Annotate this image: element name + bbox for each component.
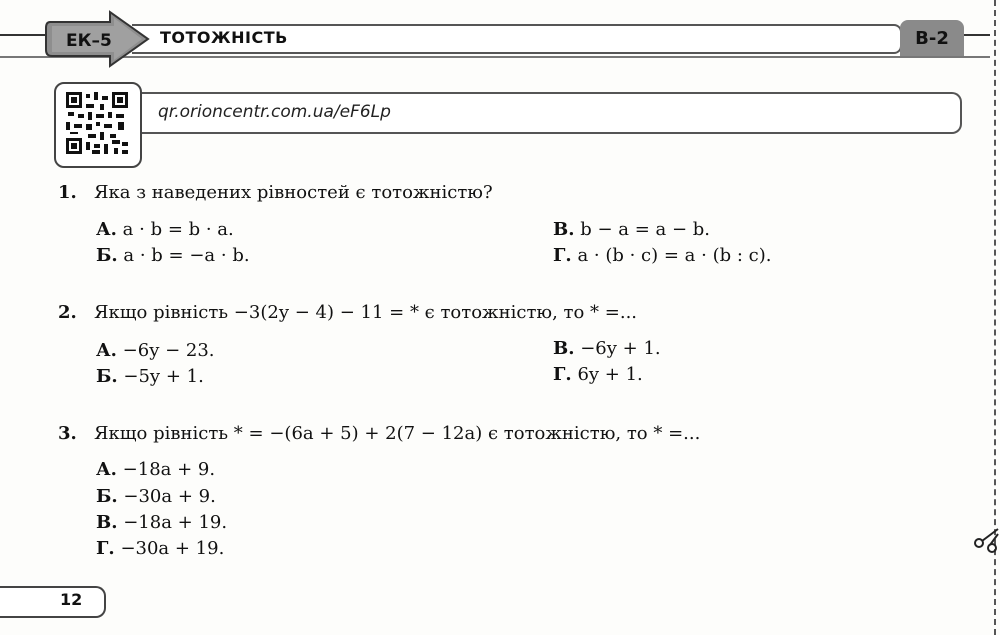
page-number-box bbox=[0, 586, 106, 618]
qr-link[interactable]: qr.orioncentr.com.ua/eF6Lp bbox=[158, 102, 391, 122]
question-text: Яка з наведених рівностей є тотожністю? bbox=[94, 182, 493, 203]
variant-badge: В-2 bbox=[900, 20, 964, 56]
page-title: ТОТОЖНІСТЬ bbox=[160, 28, 288, 47]
section-code: ЕК–5 bbox=[66, 31, 112, 51]
answer-option-a[interactable]: А. a · b = b · a. bbox=[96, 219, 234, 240]
answer-option-b[interactable]: Б. −30a + 9. bbox=[96, 486, 216, 507]
question-text: Якщо рівність −3(2y − 4) − 11 = * є тотожністю, то * =... bbox=[94, 302, 638, 323]
answer-option-v[interactable]: В. −18a + 19. bbox=[96, 512, 228, 533]
qr-code-icon[interactable] bbox=[66, 92, 128, 154]
answer-option-g[interactable]: Г. 6y + 1. bbox=[553, 364, 643, 385]
answer-option-v[interactable]: В. −6y + 1. bbox=[553, 338, 661, 359]
answer-option-a[interactable]: А. −6y − 23. bbox=[96, 340, 215, 361]
answer-option-b[interactable]: Б. a · b = −a · b. bbox=[96, 245, 250, 266]
section-arrow-badge bbox=[44, 8, 152, 70]
answer-option-a[interactable]: А. −18a + 9. bbox=[96, 459, 216, 480]
scissors-icon bbox=[972, 526, 1000, 556]
answer-option-b[interactable]: Б. −5y + 1. bbox=[96, 366, 204, 387]
page-number: 12 bbox=[60, 590, 83, 609]
answer-option-g[interactable]: Г. −30a + 19. bbox=[96, 538, 225, 559]
question-text: Якщо рівність * = −(6a + 5) + 2(7 − 12a) є тотожністю, то * =... bbox=[94, 423, 701, 444]
answer-option-v[interactable]: В. b − a = a − b. bbox=[553, 219, 711, 240]
answer-option-g[interactable]: Г. a · (b · c) = a · (b : c). bbox=[553, 245, 772, 266]
question-number: 2. bbox=[58, 302, 77, 323]
question-number: 3. bbox=[58, 423, 77, 444]
question-number: 1. bbox=[58, 182, 77, 203]
